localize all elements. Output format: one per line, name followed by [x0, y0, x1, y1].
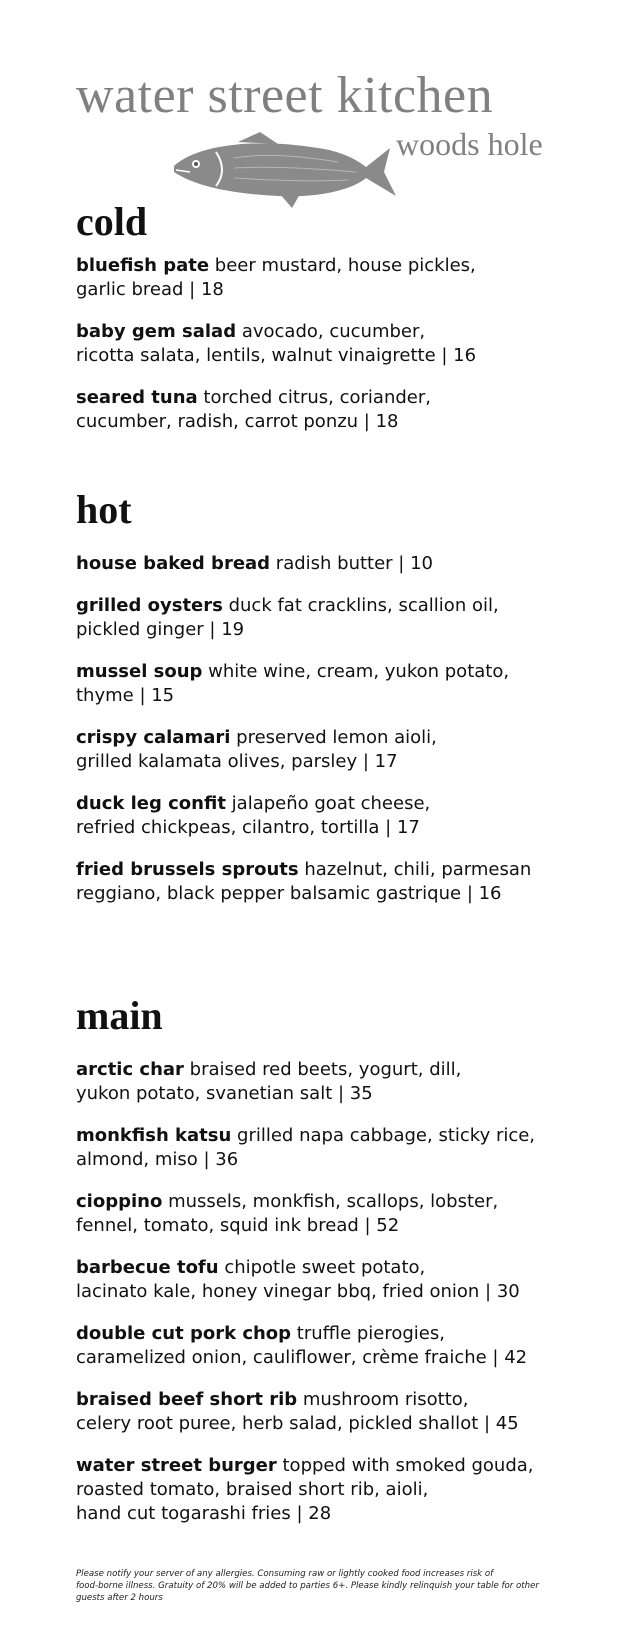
- item-name: fried brussels sprouts: [76, 859, 299, 880]
- item-name: cioppino: [76, 1191, 163, 1212]
- menu-item: [76, 254, 576, 302]
- section-title-hot: hot: [76, 487, 132, 532]
- item-name: double cut pork chop: [76, 1323, 292, 1344]
- item-description: hand cut togarashi fries | 28: [76, 1503, 332, 1524]
- item-name: house baked bread: [76, 553, 271, 574]
- menu-item: [76, 726, 576, 774]
- menu-item: [76, 1388, 576, 1436]
- item-description: fennel, tomato, squid ink bread | 52: [76, 1215, 400, 1236]
- item-description: truffle pierogies,: [296, 1323, 445, 1344]
- notice-line: food-borne illness. Gratuity of 20% will be added to parties 6+. Please kindly relinquish your table for other: [76, 1581, 539, 1591]
- menu-item: [76, 552, 576, 576]
- item-name: braised beef short rib: [76, 1389, 298, 1410]
- item-description: yukon potato, svanetian salt | 35: [76, 1083, 373, 1104]
- item-description: beer mustard, house pickles,: [214, 255, 476, 276]
- menu-item: [76, 660, 576, 708]
- menu-item: [76, 594, 576, 642]
- item-description: torched citrus, coriander,: [203, 387, 431, 408]
- restaurant-name: water street kitchen: [76, 67, 494, 124]
- notice-line: guests after 2 hours: [76, 1593, 163, 1603]
- item-name: crispy calamari: [76, 727, 231, 748]
- item-name: water street burger: [76, 1455, 277, 1476]
- item-description: refried chickpeas, cilantro, tortilla | 17: [76, 817, 420, 838]
- menu-item: [76, 1322, 576, 1370]
- menu-item: [76, 386, 576, 434]
- item-description: pickled ginger | 19: [76, 619, 245, 640]
- section-cold: [76, 200, 606, 452]
- item-description: reggiano, black pepper balsamic gastrique | 16: [76, 883, 502, 904]
- menu-item: [76, 1058, 576, 1106]
- item-name: monkfish katsu: [76, 1125, 232, 1146]
- item-name: bluefish pate: [76, 255, 210, 276]
- item-description: braised red beets, yogurt, dill,: [189, 1059, 462, 1080]
- item-description: cucumber, radish, carrot ponzu | 18: [76, 411, 399, 432]
- section-title-main: main: [76, 993, 163, 1038]
- item-description: grilled kalamata olives, parsley | 17: [76, 751, 398, 772]
- item-description: ricotta salata, lentils, walnut vinaigrette | 16: [76, 345, 477, 366]
- section-hot: [76, 488, 606, 924]
- item-description: duck fat cracklins, scallion oil,: [228, 595, 499, 616]
- item-description: almond, miso | 36: [76, 1149, 239, 1170]
- menu-item: [76, 1190, 576, 1238]
- item-description: lacinato kale, honey vinegar bbq, fried onion | 30: [76, 1281, 520, 1302]
- item-name: seared tuna: [76, 387, 198, 408]
- item-description: topped with smoked gouda,: [282, 1455, 534, 1476]
- item-description: chipotle sweet potato,: [224, 1257, 426, 1278]
- item-description: garlic bread | 18: [76, 279, 224, 300]
- section-main: [76, 994, 606, 1544]
- item-name: arctic char: [76, 1059, 184, 1080]
- allergy-notice: [76, 1568, 581, 1604]
- item-name: baby gem salad: [76, 321, 237, 342]
- notice-line: Please notify your server of any allergies. Consuming raw or lightly cooked food increases risk of: [76, 1569, 494, 1579]
- menu-item: [76, 792, 576, 840]
- fish-icon: [168, 128, 398, 210]
- item-description: thyme | 15: [76, 685, 175, 706]
- item-name: grilled oysters: [76, 595, 223, 616]
- item-description: preserved lemon aioli,: [236, 727, 437, 748]
- menu-item: [76, 1454, 576, 1526]
- item-description: white wine, cream, yukon potato,: [208, 661, 510, 682]
- item-description: avocado, cucumber,: [241, 321, 426, 342]
- item-description: celery root puree, herb salad, pickled shallot | 45: [76, 1413, 519, 1434]
- item-name: mussel soup: [76, 661, 203, 682]
- menu-item: [76, 320, 576, 368]
- restaurant-location: woods hole: [396, 126, 543, 162]
- item-description: grilled napa cabbage, sticky rice,: [237, 1125, 536, 1146]
- item-description: radish butter | 10: [275, 553, 433, 574]
- menu-item: [76, 858, 576, 906]
- section-title-cold: cold: [76, 199, 148, 244]
- item-name: barbecue tofu: [76, 1257, 219, 1278]
- menu-item: [76, 1256, 576, 1304]
- item-description: roasted tomato, braised short rib, aioli,: [76, 1479, 429, 1500]
- item-name: duck leg confit: [76, 793, 226, 814]
- item-description: mussels, monkfish, scallops, lobster,: [168, 1191, 499, 1212]
- menu-item: [76, 1124, 576, 1172]
- menu-header: [0, 0, 638, 210]
- item-description: mushroom risotto,: [302, 1389, 469, 1410]
- item-description: caramelized onion, cauliflower, crème fraiche | 42: [76, 1347, 528, 1368]
- item-description: hazelnut, chili, parmesan: [304, 859, 532, 880]
- item-description: jalapeño goat cheese,: [231, 793, 431, 814]
